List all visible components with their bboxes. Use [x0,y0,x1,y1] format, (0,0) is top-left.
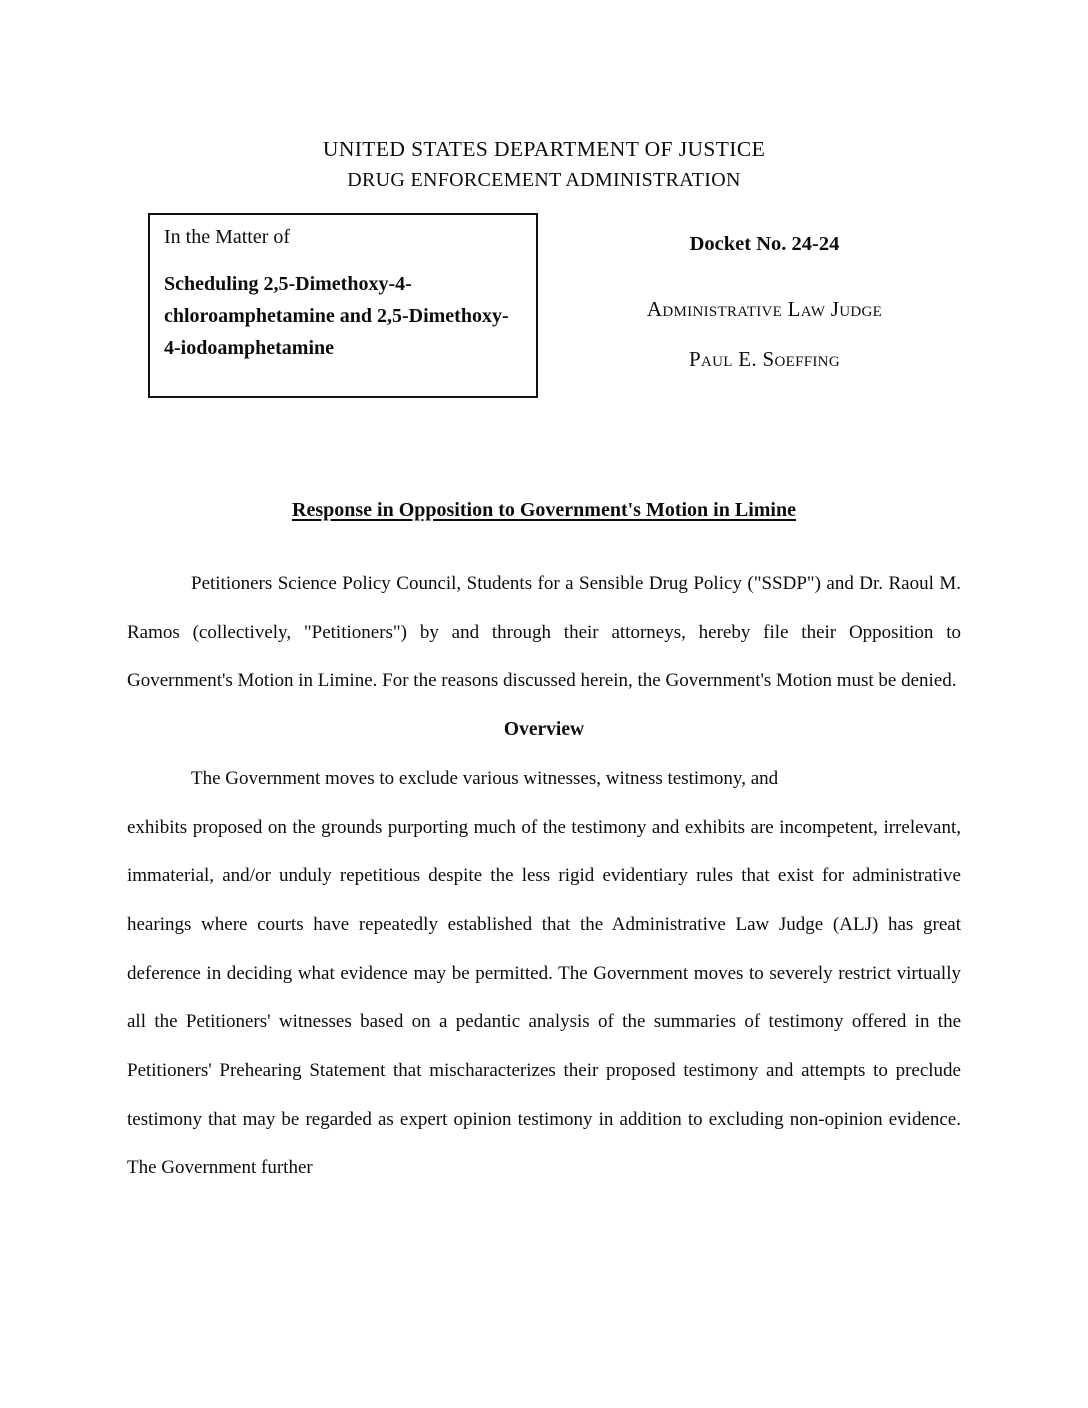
docket-column [538,213,961,398]
judge-name: Paul E. Soeffing [689,347,840,371]
caption-box [148,213,538,398]
in-the-matter-of-label: In the Matter of [164,226,291,248]
overview-heading: Overview [503,719,585,741]
matter-title: Scheduling 2,5-Dimethoxy-4-chloroamphetamine and 2,5-Dimethoxy-4-iodoamphetamine [164,273,509,359]
document-title: Response in Opposition to Government's Motion in Limine [292,499,796,521]
overview-paragraph-first-line: The Government moves to exclude various witnesses, witness testimony, and [191,767,779,789]
dea-header: DRUG ENFORCEMENT ADMINISTRATION [347,169,741,191]
intro-paragraph: Petitioners Science Policy Council, Students for a Sensible Drug Policy ("SSDP") and Dr. Raoul M. Ramos (collectively, "Petitioners") by and through their attorneys, hereby file their Opposition to Government's Motion in Limine. For the reasons discussed herein, the Government's Motion must be denied. [127,573,961,692]
judge-title: Administrative Law Judge [646,297,883,321]
docket-number: Docket No. 24-24 [689,233,840,255]
doj-header: UNITED STATES DEPARTMENT OF JUSTICE [322,137,766,161]
case-caption [127,213,961,398]
overview-paragraph-body: exhibits proposed on the grounds purporting much of the testimony and exhibits are incompetent, irrelevant, immaterial, and/or unduly repetitious despite the less rigid evidentiary rules that exist for administrative hearings where courts have repeatedly established that the Administrative Law Judge (ALJ) has great deference in deciding what evidence may be permitted. The Government moves to severely restrict virtually all the Petitioners' witnesses based on a pedantic analysis of the summaries of testimony offered in the Petitioners' Prehearing Statement that mischaracterizes their proposed testimony and attempts to preclude testimony that may be regarded as expert opinion testimony in addition to excluding non-opinion evidence. The Government further [127,816,961,1179]
